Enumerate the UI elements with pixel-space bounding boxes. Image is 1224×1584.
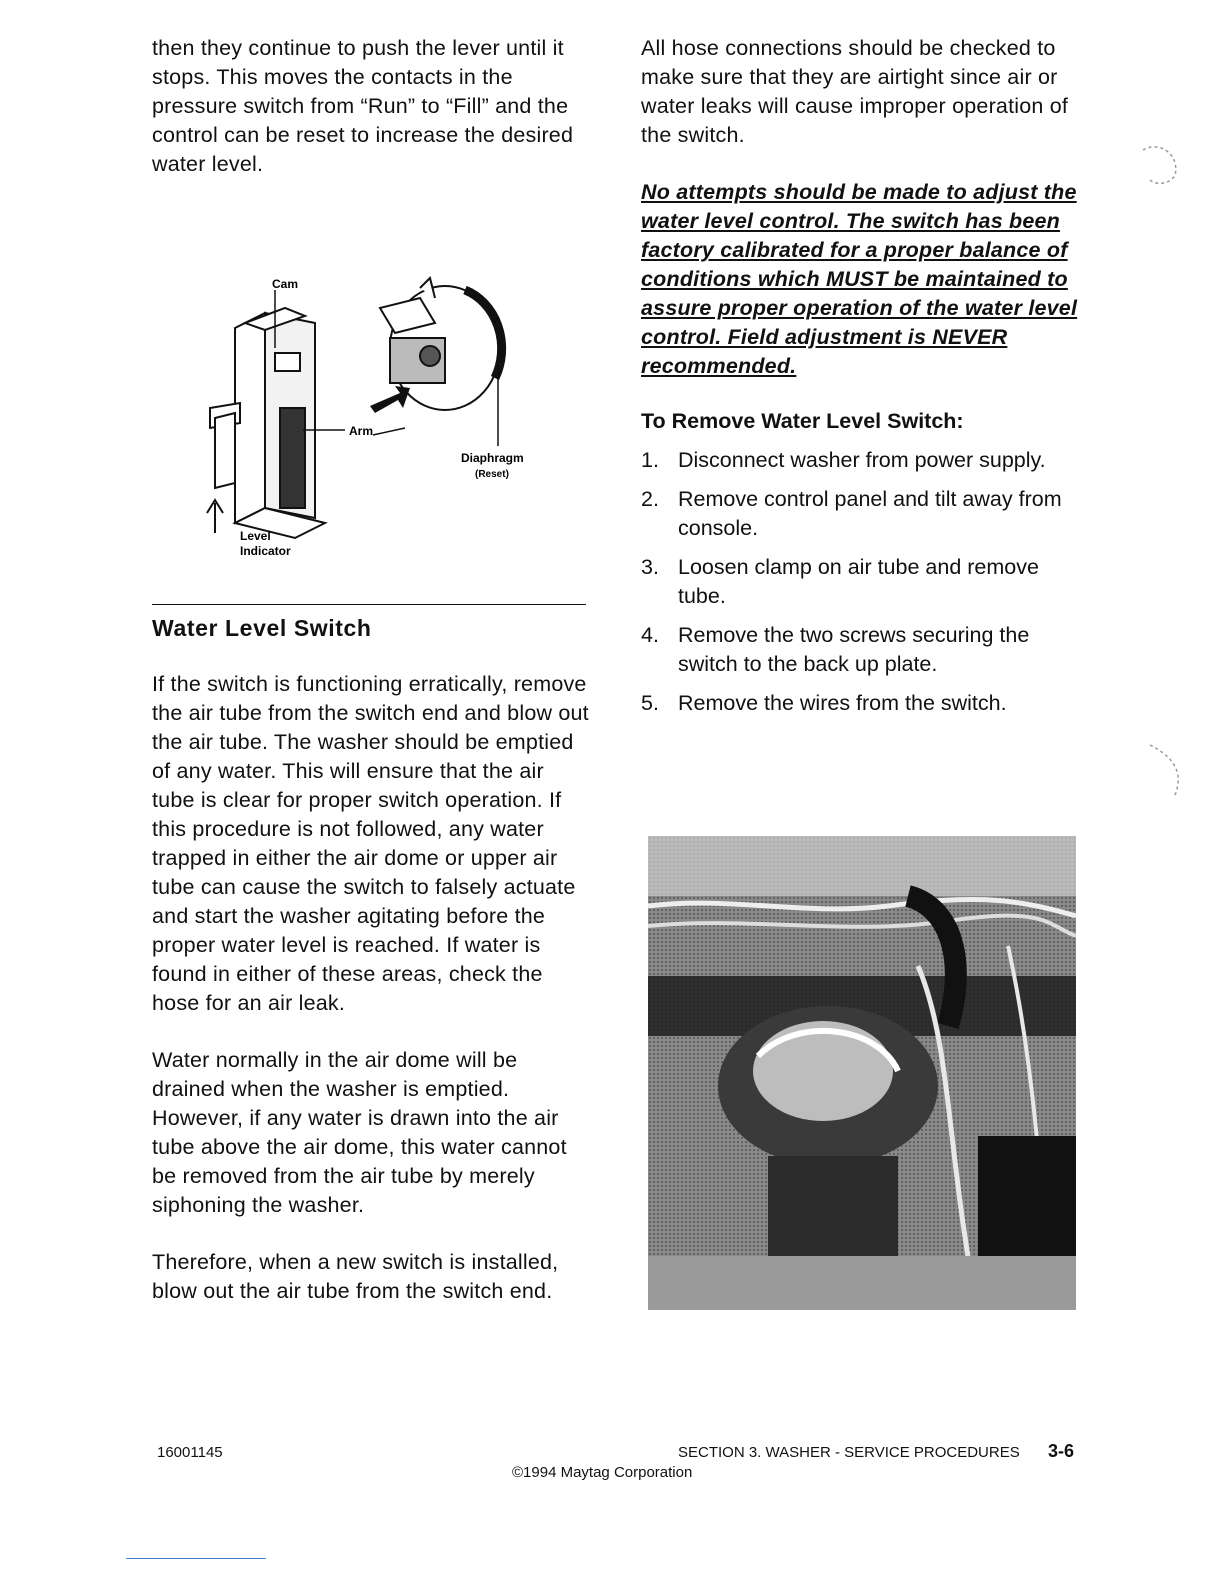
warning-paragraph: No attempts should be made to adjust the water level control. The switch has been factory calibrated for a proper balance of conditions which MUST be maintained to assure proper operation of the water level control. Field adjustment is NEVER recommended.: [641, 180, 1078, 378]
removal-steps: [641, 446, 1081, 718]
hose-paragraph: All hose connections should be checked to make sure that they are airtight since air or water leaks will cause improper operation of the switch.: [641, 36, 1069, 147]
diagram-label-cam: Cam: [272, 277, 299, 291]
diagram-label-diaphragm: Diaphragm: [461, 451, 524, 465]
copyright: ©1994 Maytag Corporation: [512, 1464, 693, 1481]
left-column: [152, 34, 592, 179]
section-title: Water Level Switch: [152, 615, 372, 641]
list-item: 1. Disconnect washer from power supply.: [641, 448, 1046, 472]
list-item: 4. Remove the two screws securing the switch to the back up plate.: [641, 623, 1030, 676]
removal-heading: To Remove Water Level Switch:: [641, 409, 964, 433]
footer-blue-rule: [126, 1558, 266, 1559]
water-level-switch-section: [152, 604, 592, 1306]
diagram-label-indicator: Indicator: [240, 544, 291, 558]
body-paragraph-1: If the switch is functioning erratically, remove the air tube from the switch end and blow out the air tube. The washer should be emptied of any water. This will ensure that the air tube is clear for proper switch operation. If this procedure is not followed, any water trapped in either the air dome or upper air tube can cause the switch to falsely actuate and start the washer agitating before the proper water level is reached. If water is found in either of these areas, check the hose for an air leak.: [152, 672, 589, 1015]
diagram-label-level: Level: [240, 529, 271, 543]
body-paragraph-2: Water normally in the air dome will be drained when the washer is emptied. However, if any water is drawn into the air tube above the air dome, this water cannot be removed from the air tube by merely siphoning the washer.: [152, 1048, 567, 1217]
list-item: 3. Loosen clamp on air tube and remove tube.: [641, 555, 1039, 608]
page-number: 3-6: [1048, 1441, 1075, 1461]
margin-scan-mark: [1135, 140, 1185, 190]
footer-section-title: SECTION 3. WASHER - SERVICE PROCEDURES: [678, 1444, 1020, 1461]
document-number: 16001145: [157, 1444, 223, 1461]
list-item: 5. Remove the wires from the switch.: [641, 691, 1007, 715]
right-column: [641, 34, 1081, 728]
body-paragraph-3: Therefore, when a new switch is installed, blow out the air tube from the switch end.: [152, 1250, 559, 1303]
switch-photo: [648, 836, 1076, 1310]
diagram-label-arm: Arm: [349, 424, 374, 438]
water-level-switch-diagram: [195, 268, 545, 568]
diagram-label-reset: (Reset): [475, 469, 509, 480]
margin-scan-mark: [1140, 740, 1190, 800]
section-divider: [152, 604, 586, 605]
intro-paragraph: then they continue to push the lever until it stops. This moves the contacts in the pressure switch from “Run” to “Fill” and the control can be reset to increase the desired water level.: [152, 36, 574, 176]
list-item: 2. Remove control panel and tilt away from console.: [641, 487, 1062, 540]
